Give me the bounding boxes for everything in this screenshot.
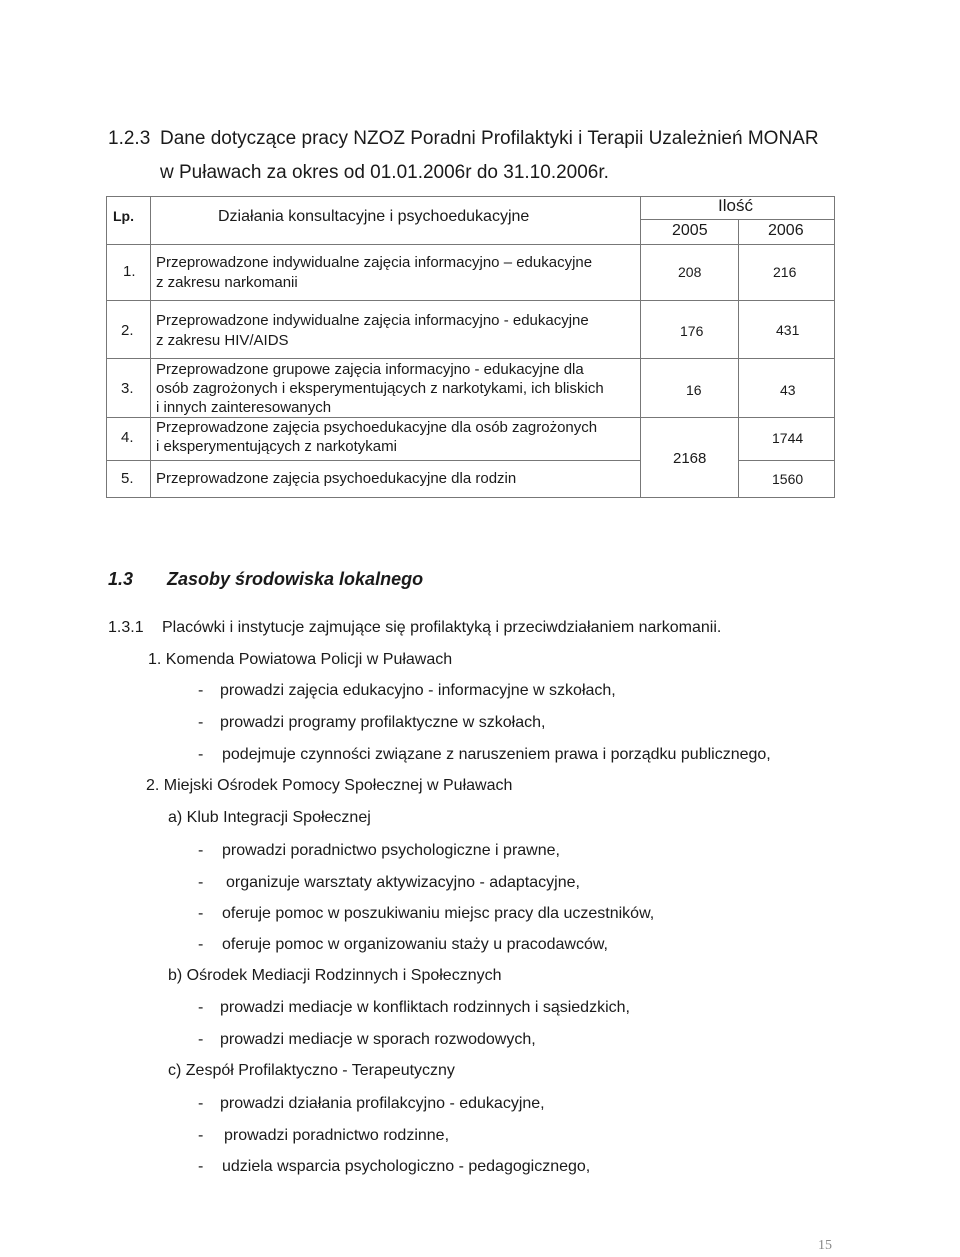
row4-num: 4. — [121, 429, 134, 446]
table-border-row1 — [106, 300, 834, 301]
list-bullet: prowadzi zajęcia edukacyjno - informacyjne w szkołach, — [220, 682, 616, 699]
header-2005: 2005 — [672, 222, 708, 239]
list-bullet: oferuje pomoc w poszukiwaniu miejsc pracy dla uczestników, — [222, 905, 655, 922]
list-bullet: prowadzi poradnictwo rodzinne, — [224, 1127, 450, 1144]
row3-line3: i innych zainteresowanych — [156, 399, 332, 416]
subsection-title: Placówki i instytucje zajmujące się profilaktyką i przeciwdziałaniem narkomanii. — [162, 619, 722, 636]
table-border-qty — [640, 219, 834, 220]
row3-line1: Przeprowadzone grupowe zajęcia informacyjno - edukacyjne dla — [156, 361, 584, 378]
list-bullet: prowadzi mediacje w sporach rozwodowych, — [220, 1031, 536, 1048]
row2-num: 2. — [121, 322, 134, 339]
bullet-dash: - — [198, 842, 204, 859]
row2-2006: 431 — [776, 322, 800, 338]
list-bullet: udziela wsparcia psychologiczno - pedagogicznego, — [222, 1158, 591, 1175]
table-border-bottom — [106, 497, 834, 498]
bullet-dash: - — [198, 714, 204, 731]
bullet-dash: - — [198, 746, 204, 763]
list-bullet: oferuje pomoc w organizowaniu staży u pracodawców, — [222, 936, 608, 953]
list-bullet: podejmuje czynności związane z naruszeniem prawa i porządku publicznego, — [222, 746, 771, 763]
page-number: 15 — [818, 1238, 832, 1253]
row2-2005: 176 — [680, 323, 704, 339]
list-bullet: prowadzi programy profilaktyczne w szkołach, — [220, 714, 546, 731]
section-number: 1.3 — [108, 569, 134, 589]
sub-item-a-label: a) Klub Integracji Społecznej — [168, 809, 371, 826]
row1-2006: 216 — [773, 264, 797, 280]
table-border-left — [106, 196, 107, 498]
row1-2005: 208 — [678, 264, 702, 280]
bullet-dash: - — [198, 905, 204, 922]
row3-2005: 16 — [686, 382, 702, 398]
row5-num: 5. — [121, 470, 134, 487]
heading-number: 1.2.3 — [108, 128, 151, 149]
merged-2005: 2168 — [673, 450, 707, 467]
sub-item-b-label: b) Ośrodek Mediacji Rodzinnych i Społecznych — [168, 967, 502, 984]
table-border-right — [834, 196, 835, 498]
heading-line2: w Puławach za okres od 01.01.2006r do 31.10.2006r. — [160, 162, 609, 183]
header-activity: Działania konsultacyjne i psychoedukacyjne — [218, 208, 530, 225]
bullet-dash: - — [198, 1127, 204, 1144]
list-bullet: prowadzi działania profilakcyjno - edukacyjne, — [220, 1095, 545, 1112]
bullet-dash: - — [198, 999, 204, 1016]
table-border-col1 — [150, 196, 151, 498]
header-2006: 2006 — [768, 222, 804, 239]
bullet-dash: - — [198, 1095, 204, 1112]
table-border-row4-right — [738, 460, 834, 461]
bullet-dash: - — [198, 1158, 204, 1175]
heading-line1: Dane dotyczące pracy NZOZ Poradni Profilaktyki i Terapii Uzależnień MONAR — [160, 128, 819, 149]
list-item-1-label: 1. Komenda Powiatowa Policji w Puławach — [148, 651, 453, 668]
row2-line1: Przeprowadzone indywidualne zajęcia informacyjno - edukacyjne — [156, 312, 589, 329]
row5-2006: 1560 — [772, 471, 804, 487]
row3-line2: osób zagrożonych i eksperymentujących z narkotykami, ich bliskich — [156, 380, 604, 397]
section-title: Zasoby środowiska lokalnego — [167, 569, 424, 589]
bullet-dash: - — [198, 936, 204, 953]
row1-num: 1. — [123, 263, 136, 280]
row3-2006: 43 — [780, 382, 796, 398]
table-border-col3 — [738, 219, 739, 498]
bullet-dash: - — [198, 874, 204, 891]
row4-line1: Przeprowadzone zajęcia psychoedukacyjne dla osób zagrożonych — [156, 419, 598, 436]
subsection-number: 1.3.1 — [108, 619, 144, 636]
row4-line2: i eksperymentujących z narkotykami — [156, 438, 397, 455]
list-bullet: prowadzi mediacje w konfliktach rodzinnych i sąsiedzkich, — [220, 999, 630, 1016]
table-border-header — [106, 244, 834, 245]
row3-num: 3. — [121, 380, 134, 397]
header-lp: Lp. — [113, 208, 134, 224]
list-bullet: prowadzi poradnictwo psychologiczne i prawne, — [222, 842, 560, 859]
table-border-col2 — [640, 196, 641, 498]
row5-line1: Przeprowadzone zajęcia psychoedukacyjne dla rodzin — [156, 470, 517, 487]
sub-item-c-label: c) Zespół Profilaktyczno - Terapeutyczny — [168, 1062, 455, 1079]
table-border-row2 — [106, 358, 834, 359]
table-border-row4 — [106, 460, 640, 461]
row2-line2: z zakresu HIV/AIDS — [156, 332, 289, 349]
row1-line1: Przeprowadzone indywidualne zajęcia informacyjno – edukacyjne — [156, 254, 593, 271]
header-qty: Ilość — [718, 196, 753, 215]
list-item-2-label: 2. Miejski Ośrodek Pomocy Społecznej w Puławach — [146, 777, 513, 794]
list-bullet: organizuje warsztaty aktywizacyjno - adaptacyjne, — [226, 874, 580, 891]
bullet-dash: - — [198, 682, 204, 699]
bullet-dash: - — [198, 1031, 204, 1048]
table-border-row3 — [106, 417, 834, 418]
row4-2006: 1744 — [772, 430, 804, 446]
row1-line2: z zakresu narkomanii — [156, 274, 298, 291]
